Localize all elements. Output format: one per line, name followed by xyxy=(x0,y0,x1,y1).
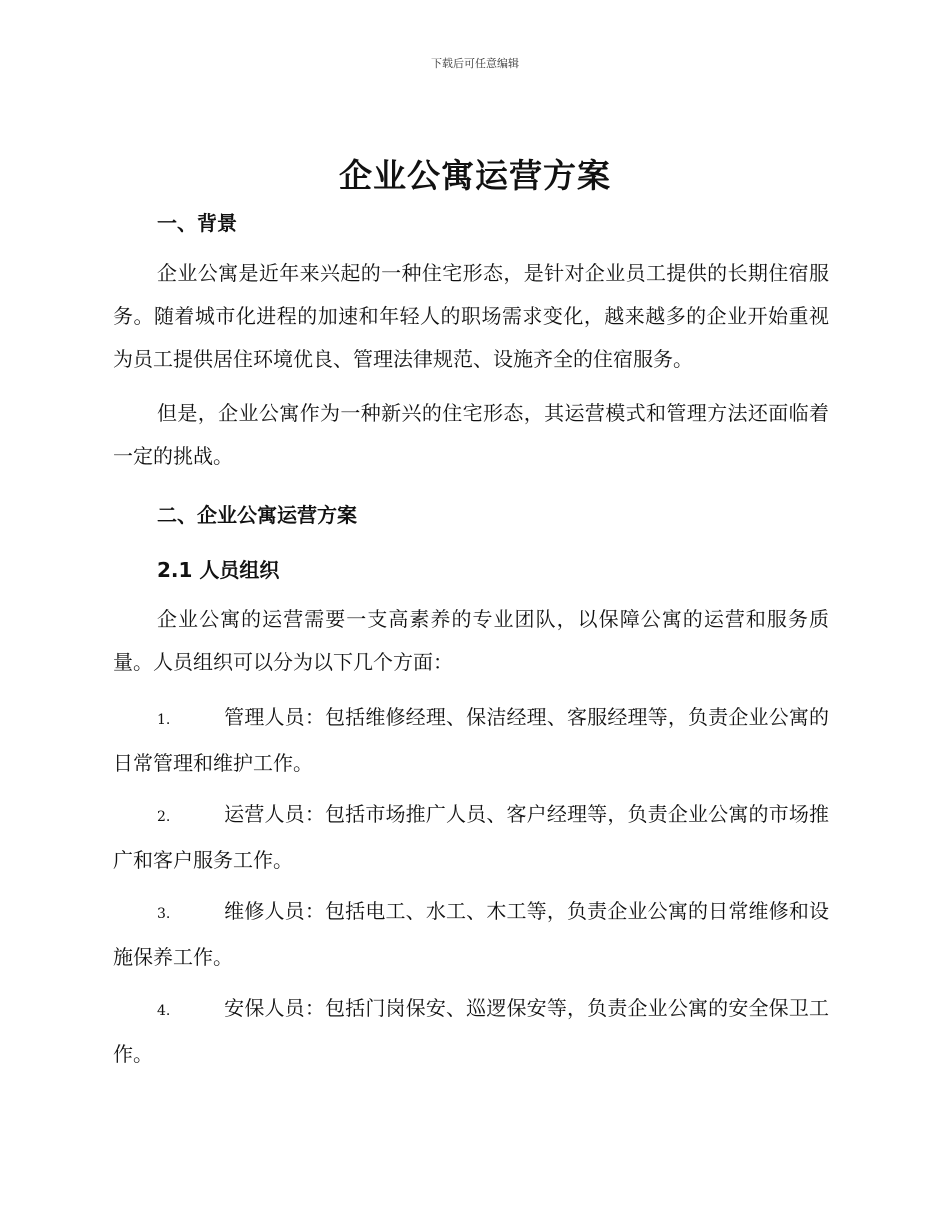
list-item-text: 管理人员：包括维修经理、保洁经理、客服经理等，负责企业公寓的日常管理和维护工作。 xyxy=(113,705,829,775)
paragraph-background-2: 但是，企业公寓作为一种新兴的住宅形态，其运营模式和管理方法还面临着一定的挑战。 xyxy=(113,401,829,468)
list-item-number: 1. xyxy=(157,712,171,728)
subsection-heading-staffing: 2.1 人员组织 xyxy=(157,558,280,582)
list-item xyxy=(113,987,829,1076)
document-title: 企业公寓运营方案 xyxy=(339,156,611,195)
section-heading-operation-plan: 二、企业公寓运营方案 xyxy=(157,503,357,527)
paragraph-background-1: 企业公寓是近年来兴起的一种住宅形态，是针对企业员工提供的长期住宿服务。随着城市化进程的加速和年轻人的职场需求变化，越来越多的企业开始重视为员工提供居住环境优良、管理法律规范、设施齐全的住宿服务。 xyxy=(113,261,829,371)
section-heading-background: 一、背景 xyxy=(157,211,237,235)
list-item-number: 3. xyxy=(157,906,171,922)
list-item-number: 2. xyxy=(157,809,171,825)
paragraph-staffing-intro: 企业公寓的运营需要一支高素养的专业团队，以保障公寓的运营和服务质量。人员组织可以分为以下几个方面： xyxy=(113,607,829,674)
list-item-text: 维修人员：包括电工、水工、木工等，负责企业公寓的日常维修和设施保养工作。 xyxy=(113,899,829,969)
list-item xyxy=(113,696,829,785)
list-item-number: 4. xyxy=(157,1003,171,1019)
list-item-text: 安保人员：包括门岗保安、巡逻保安等，负责企业公寓的安全保卫工作。 xyxy=(113,996,829,1066)
list-item-text: 运营人员：包括市场推广人员、客户经理等，负责企业公寓的市场推广和客户服务工作。 xyxy=(113,802,829,872)
page-header-note: 下载后可任意编辑 xyxy=(431,57,519,70)
list-item xyxy=(113,890,829,979)
list-item xyxy=(113,793,829,882)
